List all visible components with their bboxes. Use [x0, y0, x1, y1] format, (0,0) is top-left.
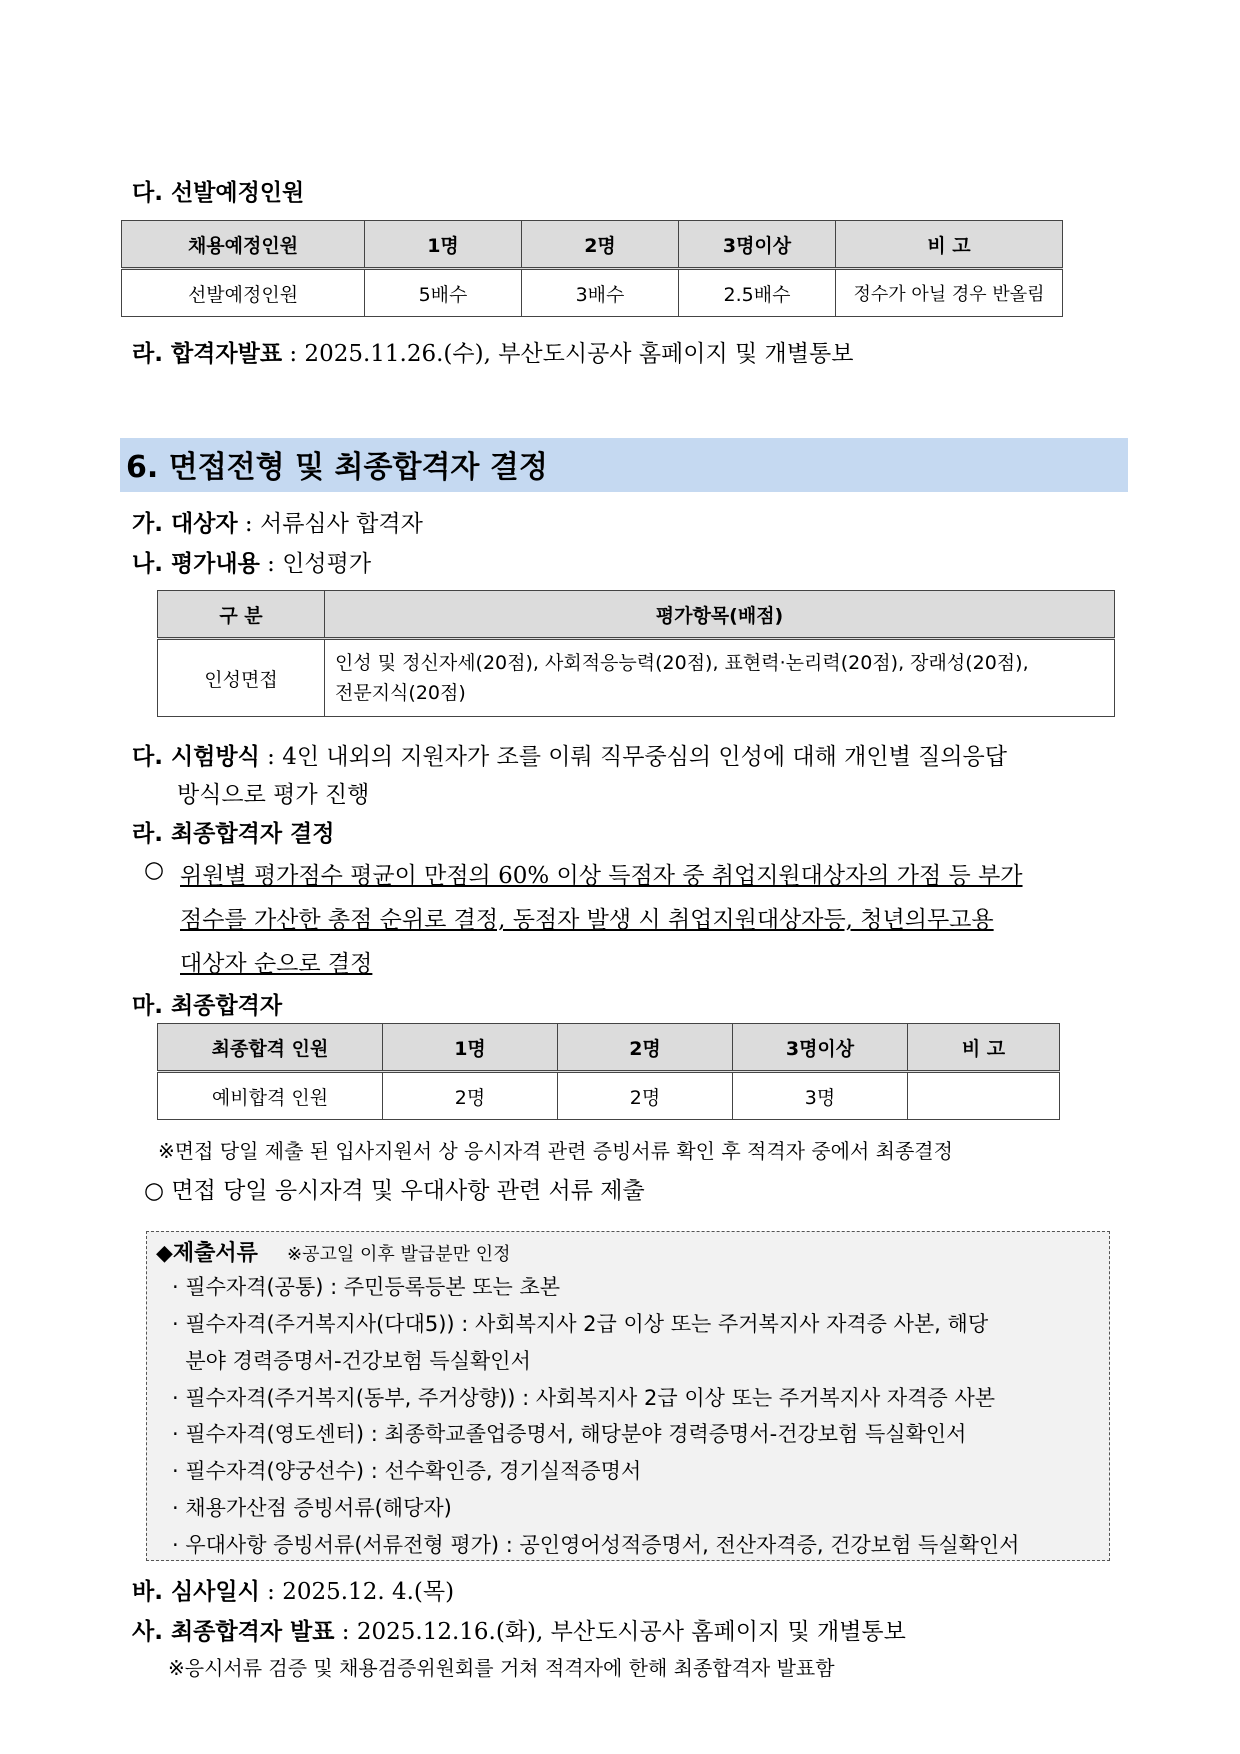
- table-cell: 2.5배수: [679, 269, 836, 317]
- final-note: ※응시서류 검증 및 채용검증위원회를 거쳐 적격자에 한해 최종합격자 발표함: [168, 1656, 835, 1680]
- evaluation-label: 나. 평가내용: [132, 551, 260, 577]
- exam-method-label: 다. 시험방식: [132, 744, 260, 770]
- document-item: 분야 경력증명서-건강보험 득실확인서: [172, 1349, 531, 1373]
- document-item: · 필수자격(양궁선수) : 선수확인증, 경기실적증명서: [172, 1459, 642, 1483]
- table-header: 최종합격 인원: [158, 1024, 383, 1072]
- review-date-text: : 2025.12. 4.(목): [259, 1579, 455, 1605]
- table-cell: 5배수: [365, 269, 522, 317]
- table-cell: 예비합격 인원: [158, 1072, 383, 1120]
- decision-text-1: 위원별 평가점수 평균이 만점의 60% 이상 득점자 중 취업지원대상자의 가점 등 부가: [180, 863, 1023, 889]
- submission-bullet: ○ 면접 당일 응시자격 및 우대사항 관련 서류 제출: [144, 1178, 645, 1204]
- exam-method-text: : 4인 내외의 지원자가 조를 이뤄 직무중심의 인성에 대해 개인별 질의응답: [259, 744, 1007, 770]
- document-item: · 필수자격(공통) : 주민등록등본 또는 초본: [172, 1275, 561, 1299]
- decision-text-2: 점수를 가산한 총점 순위로 결정, 동점자 발생 시 취업지원대상자등, 청년의무고용: [180, 907, 994, 933]
- table-header: 2명: [558, 1024, 733, 1072]
- table-header: 3명이상: [733, 1024, 908, 1072]
- evaluation-items-line: 전문지식(20점): [335, 682, 466, 704]
- target-text: : 서류심사 합격자: [237, 511, 423, 537]
- decision-text-3: 대상자 순으로 결정: [180, 951, 373, 977]
- table-header: 채용예정인원: [122, 221, 365, 269]
- table-cell: 정수가 아닐 경우 반올림: [836, 269, 1063, 317]
- section-title: 6. 면접전형 및 최종합격자 결정: [126, 450, 548, 485]
- document-item: · 채용가산점 증빙서류(해당자): [172, 1496, 452, 1520]
- announcement-label: 라. 합격자발표: [132, 341, 283, 367]
- documents-header: [156, 1236, 511, 1267]
- selection-count-table: [121, 220, 1063, 317]
- table-cell: [325, 639, 1115, 717]
- table-cell: 3명: [733, 1072, 908, 1120]
- table-header: 비 고: [836, 221, 1063, 269]
- documents-subtitle: ※공고일 이후 발급분만 인정: [287, 1244, 511, 1265]
- documents-title: ◆제출서류: [156, 1241, 258, 1266]
- document-item: · 필수자격(주거복지(동부, 주거상향)) : 사회복지사 2급 이상 또는 주거복지사 자격증 사본: [172, 1386, 996, 1410]
- table-cell: 3배수: [522, 269, 679, 317]
- evaluation-table: [157, 590, 1115, 717]
- evaluation-line: [132, 545, 371, 578]
- table-header: 1명: [365, 221, 522, 269]
- announcement-text: : 2025.11.26.(수), 부산도시공사 홈페이지 및 개별통보: [282, 341, 854, 367]
- announcement-line: [132, 335, 853, 368]
- bullet-circle: ○: [144, 857, 165, 883]
- document-item: · 필수자격(주거복지사(다대5)) : 사회복지사 2급 이상 또는 주거복지사 자격증 사본, 해당: [172, 1312, 989, 1336]
- table-header: 구 분: [158, 591, 325, 639]
- document-item: · 우대사항 증빙서류(서류전형 평가) : 공인영어성적증명서, 전산자격증, 건강보험 득실확인서: [172, 1533, 1020, 1557]
- table-cell: 2명: [558, 1072, 733, 1120]
- target-label: 가. 대상자: [132, 511, 238, 537]
- final-announcement-label: 사. 최종합격자 발표: [132, 1619, 335, 1645]
- review-date-label: 바. 심사일시: [132, 1579, 260, 1605]
- exam-method-text-2: 방식으로 평가 진행: [177, 782, 370, 808]
- document-item: · 필수자격(영도센터) : 최종학교졸업증명서, 해당분야 경력증명서-건강보험 득실확인서: [172, 1422, 967, 1446]
- table-cell: [908, 1072, 1060, 1120]
- final-announcement-line: [132, 1613, 906, 1646]
- heading-final-passers: 마. 최종합격자: [132, 993, 283, 1019]
- verification-note: ※면접 당일 제출 된 입사지원서 상 응시자격 관련 증빙서류 확인 후 적격자 중에서 최종결정: [158, 1139, 953, 1163]
- final-passers-table: [157, 1023, 1060, 1120]
- table-header: 평가항목(배점): [325, 591, 1115, 639]
- table-header: 2명: [522, 221, 679, 269]
- table-header: 비 고: [908, 1024, 1060, 1072]
- table-cell: 인성면접: [158, 639, 325, 717]
- table-cell: 2명: [383, 1072, 558, 1120]
- table-cell: 선발예정인원: [122, 269, 365, 317]
- evaluation-items-line: 인성 및 정신자세(20점), 사회적응능력(20점), 표현력·논리력(20점), 장래성(20점),: [335, 652, 1029, 674]
- evaluation-text: : 인성평가: [259, 551, 372, 577]
- table-header: 3명이상: [679, 221, 836, 269]
- exam-method-line: [132, 738, 1007, 771]
- heading-final-decision: 라. 최종합격자 결정: [132, 821, 335, 847]
- heading-selection-count: 다. 선발예정인원: [132, 180, 305, 206]
- final-announcement-text: : 2025.12.16.(화), 부산도시공사 홈페이지 및 개별통보: [334, 1619, 906, 1645]
- table-header: 1명: [383, 1024, 558, 1072]
- review-date-line: [132, 1573, 454, 1606]
- target-line: [132, 505, 423, 538]
